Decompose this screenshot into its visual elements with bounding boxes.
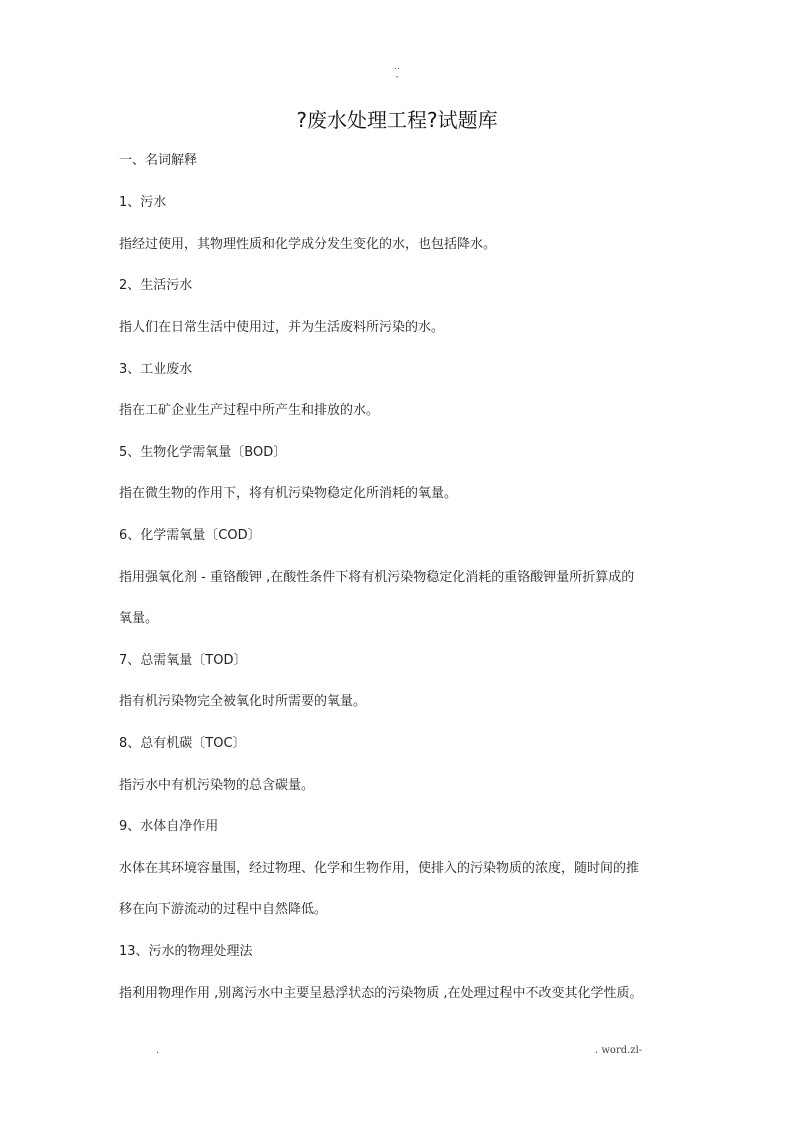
page-title: ?废水处理工程?试题库 (296, 108, 498, 132)
term-definition-continued: 氧量。 (119, 611, 159, 626)
term-heading: 7、总需氧量〔TOD〕 (119, 653, 247, 668)
term-definition: 指在工矿企业生产过程中所产生和排放的水。 (119, 403, 380, 418)
term-heading: 8、总有机碳〔TOC〕 (119, 736, 246, 751)
footer-left-mark: . (156, 1045, 160, 1056)
term-heading: 9、水体自净作用 (119, 819, 219, 834)
term-heading: 6、化学需氧量〔COD〕 (119, 528, 261, 543)
term-definition: 指有机污染物完全被氧化时所需要的氧量。 (119, 694, 367, 709)
header-mark-bottom: - (395, 72, 399, 82)
term-definition: 指利用物理作用 ,别离污水中主要呈悬浮状态的污染物质 ,在处理过程中不改变其化学性质。 (119, 986, 643, 1001)
term-definition-continued: 移在向下游流动的过程中自然降低。 (119, 902, 328, 917)
term-heading: 5、生物化学需氧量〔BOD〕 (119, 445, 287, 460)
term-heading: 2、生活污水 (119, 278, 193, 293)
term-definition: 指污水中有机污染物的总含碳量。 (119, 778, 315, 793)
section-heading: 一、名词解释 (119, 153, 198, 168)
term-definition: 指人们在日常生活中使用过，并为生活废料所污染的水。 (119, 320, 445, 335)
header-mark-top: .. (394, 62, 400, 72)
term-definition: 水体在其环境容量围，经过物理、化学和生物作用，使排入的污染物质的浓度，随时间的推 (119, 861, 640, 876)
term-heading: 1、污水 (119, 195, 167, 210)
term-heading: 13、污水的物理处理法 (119, 944, 253, 959)
footer-source: . word.zl- (595, 1045, 643, 1056)
term-definition: 指用强氧化剂 - 重铬酸钾 ,在酸性条件下将有机污染物稳定化消耗的重铬酸钾量所折算成的 (119, 570, 635, 585)
term-definition: 指在微生物的作用下，将有机污染物稳定化所消耗的氧量。 (119, 486, 458, 501)
term-heading: 3、工业废水 (119, 362, 193, 377)
term-definition: 指经过使用，其物理性质和化学成分发生变化的水，也包括降水。 (119, 237, 497, 252)
